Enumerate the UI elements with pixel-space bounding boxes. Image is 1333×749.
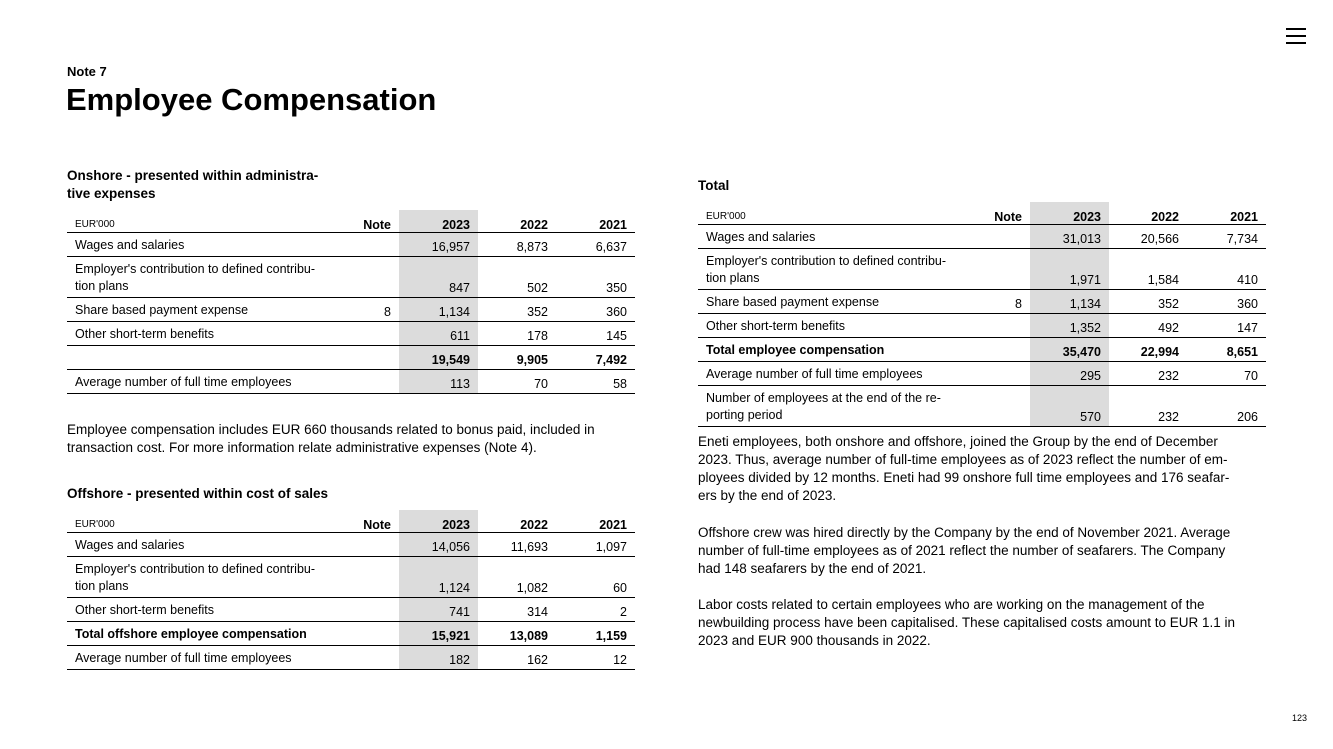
row-label: Employer's contribution to defined contribu- tion plans <box>67 257 329 298</box>
value-2022: 352 <box>478 298 556 322</box>
row-label: Average number of full time employees <box>67 370 329 394</box>
row-label: Share based payment expense <box>67 298 329 322</box>
col-2022: 2022 <box>478 510 556 533</box>
row-label: Wages and salaries <box>67 533 329 557</box>
bonus-paragraph: Employee compensation includes EUR 660 thousands related to bonus paid, included in transaction cost. For more information relate administrative expenses (Note 4). <box>67 422 595 455</box>
table-row <box>67 646 635 670</box>
col-2022: 2022 <box>1109 202 1187 225</box>
page-number: 123 <box>1292 713 1308 723</box>
table-row <box>698 362 1266 386</box>
value-2021: 7,492 <box>556 346 635 370</box>
col-note: Note <box>329 510 399 533</box>
value-2022: 232 <box>1109 362 1187 386</box>
value-2021: 1,159 <box>556 622 635 646</box>
value-2023: 1,134 <box>1030 290 1109 314</box>
row-label: Other short-term benefits <box>698 314 960 338</box>
table-row <box>67 298 635 322</box>
value-2023: 16,957 <box>399 233 478 257</box>
currency-label: EUR'000 <box>67 210 329 233</box>
row-label: Employer's contribution to defined contribu- tion plans <box>698 249 960 290</box>
table-row <box>67 370 635 394</box>
value-2023: 1,971 <box>1030 249 1109 290</box>
table-row <box>67 233 635 257</box>
table-row <box>698 386 1266 427</box>
value-2023: 611 <box>399 322 478 346</box>
value-2021: 2 <box>556 598 635 622</box>
row-label: Employer's contribution to defined contribu- tion plans <box>67 557 329 598</box>
value-2023: 14,056 <box>399 533 478 557</box>
table-row <box>698 249 1266 290</box>
value-2022: 1,584 <box>1109 249 1187 290</box>
row-note <box>329 370 399 394</box>
eneti-paragraph: Eneti employees, both onshore and offshore, joined the Group by the end of December 2023. Thus, average number of full-time employees as of 2023 reflect the number of em- ployees divided by 12 months. Eneti had 99 onshore full time employees and 176 seafar- ers by the end of 2023. <box>698 434 1230 503</box>
value-2022: 502 <box>478 257 556 298</box>
col-2022: 2022 <box>478 210 556 233</box>
value-2022: 162 <box>478 646 556 670</box>
value-2023: 15,921 <box>399 622 478 646</box>
row-note <box>960 225 1030 249</box>
row-label: Wages and salaries <box>67 233 329 257</box>
value-2023: 19,549 <box>399 346 478 370</box>
hamburger-menu-icon[interactable] <box>1286 27 1306 45</box>
col-2023: 2023 <box>1030 202 1109 225</box>
value-2022: 9,905 <box>478 346 556 370</box>
value-2021: 410 <box>1187 249 1266 290</box>
table-total-row <box>698 338 1266 362</box>
value-2022: 314 <box>478 598 556 622</box>
value-2022: 70 <box>478 370 556 394</box>
row-label: Average number of full time employees <box>698 362 960 386</box>
row-label: Wages and salaries <box>698 225 960 249</box>
offshore-table <box>67 510 635 670</box>
row-note <box>960 314 1030 338</box>
value-2022: 352 <box>1109 290 1187 314</box>
row-note <box>329 233 399 257</box>
table-header-row <box>698 202 1266 225</box>
col-2023: 2023 <box>399 210 478 233</box>
value-2021: 1,097 <box>556 533 635 557</box>
value-2021: 60 <box>556 557 635 598</box>
col-note: Note <box>960 202 1030 225</box>
row-label: Number of employees at the end of the re- porting period <box>698 386 960 427</box>
labor-costs-paragraph: Labor costs related to certain employees who are working on the management of the newbuilding process have been capitalised. These capitalised costs amount to EUR 1.1 in 2023 and EUR 900 thousands in 2022. <box>698 597 1236 648</box>
total-table-title: Total <box>698 178 730 193</box>
row-label: Total employee compensation <box>698 338 960 362</box>
value-2021: 70 <box>1187 362 1266 386</box>
value-2021: 350 <box>556 257 635 298</box>
value-2023: 1,352 <box>1030 314 1109 338</box>
col-2023: 2023 <box>399 510 478 533</box>
onshore-table-title: Onshore - presented within administra- tive expenses <box>67 168 319 201</box>
table-header-row <box>67 510 635 533</box>
value-2023: 182 <box>399 646 478 670</box>
value-2023: 741 <box>399 598 478 622</box>
currency-label: EUR'000 <box>698 202 960 225</box>
value-2021: 6,637 <box>556 233 635 257</box>
col-note: Note <box>329 210 399 233</box>
row-note <box>329 622 399 646</box>
row-note <box>329 598 399 622</box>
value-2022: 492 <box>1109 314 1187 338</box>
value-2022: 178 <box>478 322 556 346</box>
row-note <box>329 646 399 670</box>
table-row <box>67 322 635 346</box>
value-2023: 1,124 <box>399 557 478 598</box>
offshore-crew-paragraph: Offshore crew was hired directly by the Company by the end of November 2021. Average number of full-time employees as of 2021 reflect the number of seafarers. The Company had 148 seafarers by the end of 2021. <box>698 525 1231 576</box>
row-label: Other short-term benefits <box>67 598 329 622</box>
value-2023: 1,134 <box>399 298 478 322</box>
page-title: Employee Compensation <box>66 82 437 117</box>
row-note: 8 <box>960 290 1030 314</box>
value-2023: 295 <box>1030 362 1109 386</box>
row-note <box>960 249 1030 290</box>
row-label: Share based payment expense <box>698 290 960 314</box>
row-label: Other short-term benefits <box>67 322 329 346</box>
value-2023: 35,470 <box>1030 338 1109 362</box>
value-2021: 206 <box>1187 386 1266 427</box>
value-2021: 12 <box>556 646 635 670</box>
row-note <box>960 362 1030 386</box>
row-note <box>329 557 399 598</box>
table-row <box>698 225 1266 249</box>
row-note: 8 <box>329 298 399 322</box>
value-2021: 58 <box>556 370 635 394</box>
table-total-row <box>67 622 635 646</box>
currency-label: EUR'000 <box>67 510 329 533</box>
row-label: Total offshore employee compensation <box>67 622 329 646</box>
value-2021: 7,734 <box>1187 225 1266 249</box>
row-note <box>329 346 399 370</box>
row-label <box>67 346 329 370</box>
value-2023: 113 <box>399 370 478 394</box>
value-2021: 147 <box>1187 314 1266 338</box>
value-2023: 847 <box>399 257 478 298</box>
value-2022: 20,566 <box>1109 225 1187 249</box>
table-row <box>67 257 635 298</box>
offshore-table-title: Offshore - presented within cost of sales <box>67 486 329 501</box>
value-2021: 145 <box>556 322 635 346</box>
row-note <box>329 533 399 557</box>
table-row <box>67 598 635 622</box>
total-table <box>698 202 1266 427</box>
value-2021: 360 <box>1187 290 1266 314</box>
table-header-row <box>67 210 635 233</box>
value-2021: 360 <box>556 298 635 322</box>
col-2021: 2021 <box>556 210 635 233</box>
value-2022: 11,693 <box>478 533 556 557</box>
row-note <box>960 338 1030 362</box>
table-total-row <box>67 346 635 370</box>
value-2022: 1,082 <box>478 557 556 598</box>
value-2022: 22,994 <box>1109 338 1187 362</box>
table-row <box>698 314 1266 338</box>
row-note <box>960 386 1030 427</box>
value-2022: 8,873 <box>478 233 556 257</box>
row-label: Average number of full time employees <box>67 646 329 670</box>
col-2021: 2021 <box>1187 202 1266 225</box>
row-note <box>329 257 399 298</box>
value-2021: 8,651 <box>1187 338 1266 362</box>
onshore-table <box>67 210 635 394</box>
col-2021: 2021 <box>556 510 635 533</box>
table-row <box>67 557 635 598</box>
table-row <box>67 533 635 557</box>
value-2023: 31,013 <box>1030 225 1109 249</box>
table-row <box>698 290 1266 314</box>
value-2022: 232 <box>1109 386 1187 427</box>
row-note <box>329 322 399 346</box>
value-2023: 570 <box>1030 386 1109 427</box>
note-label: Note 7 <box>67 64 107 79</box>
value-2022: 13,089 <box>478 622 556 646</box>
